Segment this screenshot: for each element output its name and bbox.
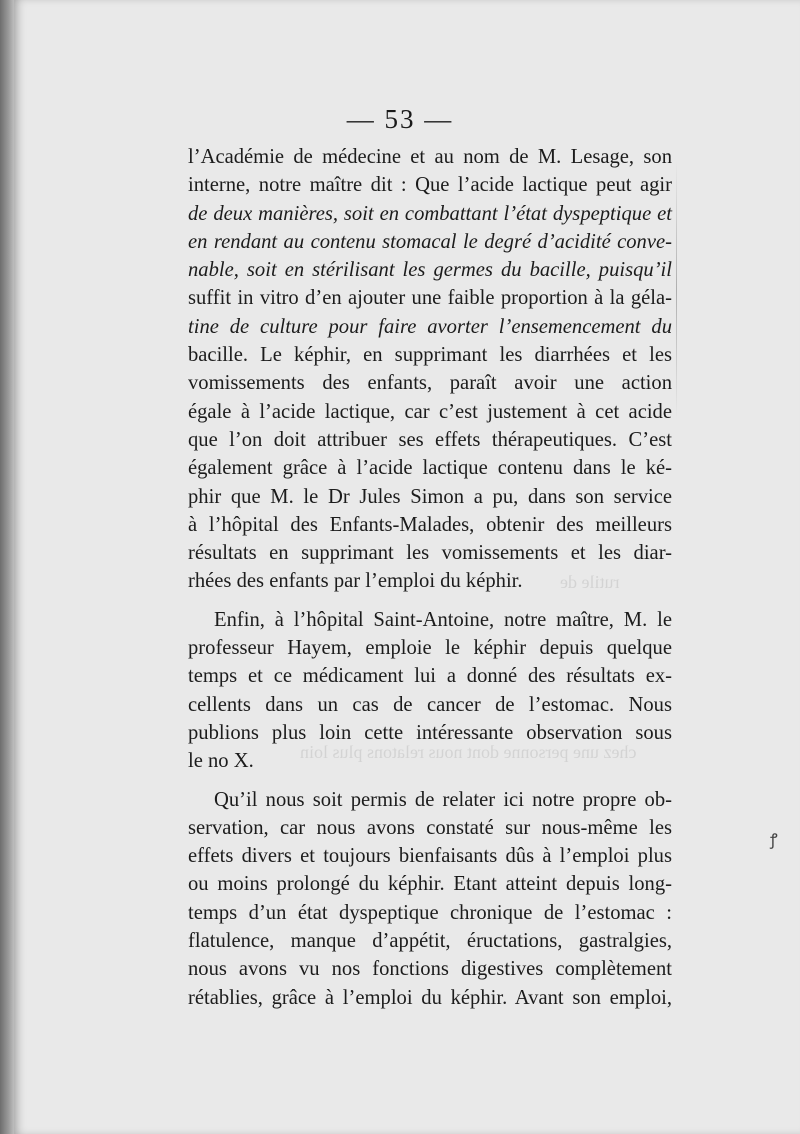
bleed-through-text: chez une personne dont nous relatons plus loin — [300, 742, 637, 762]
text-line: Enfin, à l’hôpital Saint-Antoine, notre maître, M. le — [214, 608, 672, 631]
text-line-content: nable, soit en stérilisant les germes du bacille, puisqu’il — [188, 259, 672, 282]
text-line: que l’on doit attribuer ses effets thérapeutiques. C’est — [188, 428, 672, 451]
text-line: temps d’un état dyspeptique chronique de l’estomac : — [188, 901, 672, 924]
page-number: — 53 — — [346, 104, 454, 134]
text-line — [188, 171, 672, 199]
text-line: bacille. Le képhir, en supprimant les diarrhées et les — [188, 344, 672, 367]
text-line-italic — [188, 228, 672, 256]
text-line: vomissements des enfants, paraît avoir une action — [188, 372, 672, 395]
text-line: résultats en supprimant les vomissements et les diar- — [188, 542, 672, 565]
text-line: Qu’il nous soit permis de relater ici notre propre ob- — [214, 788, 672, 811]
text-line: également grâce à l’acide lactique contenu dans le ké- — [188, 457, 672, 480]
text-line: professeur Hayem, emploie le képhir depuis quelque — [188, 637, 672, 660]
page-gutter-shadow — [0, 0, 14, 1134]
paragraph-3 — [188, 786, 672, 1012]
text-line: publions plus loin cette intéressante observation sous — [188, 721, 672, 744]
text-line: effets divers et toujours bienfaisants dûs à l’emploi plus — [188, 845, 672, 868]
margin-fold-line — [676, 160, 677, 420]
text-line: temps et ce médicament lui a donné des résultats ex- — [188, 665, 672, 688]
text-line-italic — [188, 256, 672, 284]
ink-stain-mark: ꝭ — [770, 832, 778, 849]
text-line-italic — [188, 313, 672, 341]
text-line-content: interne, notre maître dit : Que l’acide lactique peut agir — [188, 174, 672, 197]
text-line-content: tine de culture pour faire avorter l’ensemencement du — [188, 315, 672, 338]
text-line: rétablies, grâce à l’emploi du képhir. Avant son emploi, — [188, 986, 672, 1009]
text-line: flatulence, manque d’appétit, éructations, gastralgies, — [188, 930, 672, 953]
text-line-content: en rendant au contenu stomacal le degré d’acidité conve- — [188, 230, 672, 253]
paragraph-2 — [188, 606, 672, 776]
text-line-content: de deux manières, soit en combattant l’état dyspeptique et — [188, 202, 672, 225]
body-text — [188, 143, 672, 1012]
text-line: l’Académie de médecine et au nom de M. Lesage, son — [188, 146, 672, 168]
text-line: cellents dans un cas de cancer de l’estomac. Nous — [188, 693, 672, 716]
text-line: ou moins prolongé du képhir. Etant atteint depuis long- — [188, 873, 672, 896]
text-line: rhées des enfants par l’emploi du képhir. — [188, 570, 523, 593]
text-line: nous avons vu nos fonctions digestives complètement — [188, 958, 672, 981]
text-line: à l’hôpital des Enfants-Malades, obtenir des meilleurs — [188, 513, 672, 536]
text-line: suffit in vitro d’en ajouter une faible proportion à la géla- — [188, 287, 672, 310]
text-line: égale à l’acide lactique, car c’est justement à cet acide — [188, 400, 672, 423]
paragraph-1 — [188, 143, 672, 596]
text-line: phir que M. le Dr Jules Simon a pu, dans son service — [188, 485, 672, 508]
bleed-through-text-2: rutile de — [560, 572, 620, 592]
text-line: servation, car nous avons constaté sur nous-même les — [188, 816, 672, 839]
text-line: le no X. — [188, 750, 254, 773]
text-line-italic — [188, 200, 672, 228]
